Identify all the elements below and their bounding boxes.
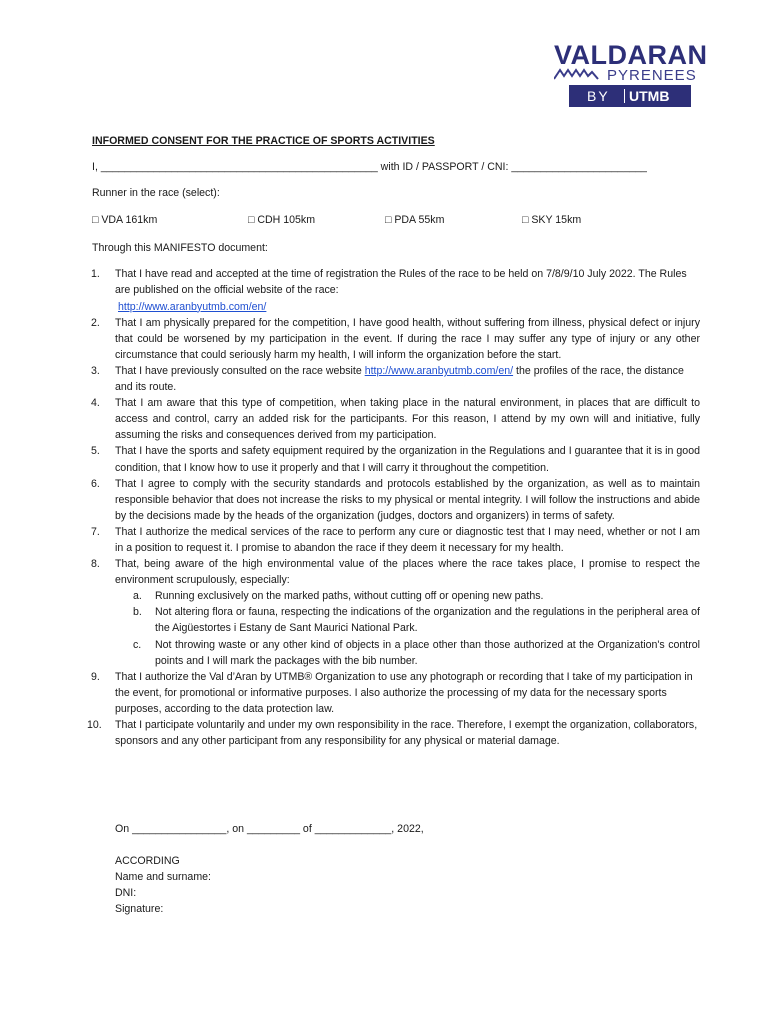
item-number: 2. bbox=[91, 316, 100, 329]
rules-link[interactable]: http://www.aranbyutmb.com/en/ bbox=[118, 300, 267, 313]
item-text-pre: That I have previously consulted on the race website bbox=[115, 364, 365, 377]
sub-letter: c. bbox=[133, 638, 142, 651]
dni-label: DNI: bbox=[115, 887, 137, 900]
document-title: INFORMED CONSENT FOR THE PRACTICE OF SPORTS ACTIVITIES bbox=[92, 135, 435, 147]
item-number: 6. bbox=[91, 477, 100, 490]
signature-block bbox=[115, 821, 424, 917]
item-text: That I have the sports and safety equipment required by the organization in the Regulations and I guarantee that it is in good condition, that I know how to use it properly and that I will carry it throughout the competition. bbox=[115, 445, 700, 474]
sub-text: Not throwing waste or any other kind of objects in a place other than those authorized at the Organization's control points and I will mark the packages with the bib number. bbox=[155, 638, 700, 667]
list-item bbox=[92, 556, 700, 669]
list-item bbox=[87, 717, 700, 749]
list-item bbox=[92, 315, 700, 363]
choice-cdh[interactable]: □ CDH 105km bbox=[248, 214, 316, 227]
signature-label: Signature: bbox=[115, 903, 164, 916]
choice-vda[interactable]: □ VDA 161km bbox=[92, 214, 158, 227]
item-number: 7. bbox=[91, 525, 100, 538]
name-label: Name and surname: bbox=[115, 871, 211, 884]
sublist-item bbox=[115, 637, 700, 669]
sublist-item bbox=[115, 588, 700, 604]
item-text bbox=[115, 363, 700, 395]
manifesto-intro: Through this MANIFESTO document: bbox=[92, 242, 268, 255]
sublist-item bbox=[115, 604, 700, 636]
valdaran-utmb-logo bbox=[551, 40, 708, 110]
list-item bbox=[92, 669, 700, 717]
item-text: That I am physically prepared for the competition, I have good health, without suffering from illness, physical defect or injury that could be worsened by my participation in the event. If during the race I may suffer any type of injury or any other circumstance that could seriously harm my health, I will inform the organization before the start. bbox=[115, 316, 700, 361]
logo-band bbox=[569, 85, 691, 107]
list-item bbox=[92, 443, 700, 475]
item-text: That I authorize the Val d’Aran by UTMB® Organization to use any photograph or recording that I take of my participation in the event, for promotional or informative purposes. I also authorize the processing of my data for the necessary sports purposes, according to the data protection law. bbox=[115, 670, 693, 715]
clauses-list bbox=[87, 266, 700, 749]
choice-sky[interactable]: □ SKY 15km bbox=[522, 214, 582, 227]
identity-line: I, _______________________________________________ with ID / PASSPORT / CNI: _______________________ bbox=[92, 161, 647, 174]
item-text: That I have read and accepted at the time of registration the Rules of the race to be held on 7/8/9/10 July 2022. The Rules are published on the official website of the race: bbox=[115, 268, 687, 297]
according-label: ACCORDING bbox=[115, 855, 180, 868]
environment-sublist bbox=[115, 588, 700, 668]
item-number: 1. bbox=[91, 268, 100, 281]
item-number: 5. bbox=[91, 445, 100, 458]
item-text: That, being aware of the high environmental value of the places where the race takes place, I promise to respect the environment scrupulously, especially: bbox=[115, 558, 700, 587]
item-number: 8. bbox=[91, 558, 100, 571]
item-text: That I participate voluntarily and under my own responsibility in the race. Therefore, I exempt the organization, collaborators, sponsors and any other participant from any responsibility for any physical or material damage. bbox=[115, 719, 698, 748]
item-number: 9. bbox=[91, 670, 100, 683]
runner-label: Runner in the race (select): bbox=[92, 187, 220, 200]
logo-utmb: UTMB bbox=[629, 88, 670, 104]
list-item bbox=[92, 476, 700, 524]
list-item bbox=[92, 524, 700, 556]
item-text-post: the profiles of the race, the distance and its route. bbox=[115, 364, 684, 394]
sub-letter: b. bbox=[133, 606, 142, 619]
race-website-link[interactable]: http://www.aranbyutmb.com/en/ bbox=[364, 364, 514, 377]
item-text: That I am aware that this type of competition, when taking place in the natural environment, in places that are difficult to access and control, carry an added risk for the participants. For this reason, I attend by my own will and initiative, fully assuming the risks and consequences derived from my participation. bbox=[115, 397, 700, 442]
sub-text: Running exclusively on the marked paths, without cutting off or opening new paths. bbox=[155, 590, 544, 603]
race-choices bbox=[92, 212, 700, 228]
logo-brand: VALDARAN bbox=[554, 40, 708, 70]
list-item bbox=[92, 363, 700, 395]
mountain-icon bbox=[554, 67, 606, 81]
date-line: On ________________, on _________ of _____________, 2022, bbox=[115, 823, 424, 835]
item-number: 4. bbox=[91, 397, 100, 410]
document-body bbox=[87, 133, 700, 749]
logo-by: BY bbox=[587, 88, 610, 104]
logo-sub: PYRENEES bbox=[607, 67, 697, 84]
list-item bbox=[92, 395, 700, 443]
list-item bbox=[92, 266, 700, 314]
item-number: 10. bbox=[87, 719, 102, 731]
logo-divider bbox=[624, 89, 625, 103]
item-number: 3. bbox=[91, 364, 100, 377]
sub-letter: a. bbox=[133, 590, 142, 603]
item-text: That I authorize the medical services of the race to perform any cure or diagnostic test that I may need, whether or not I am in a position to request it. I promise to abandon the race if they deem it necessary for my health. bbox=[115, 525, 700, 554]
choice-pda[interactable]: □ PDA 55km bbox=[385, 214, 445, 227]
sub-text: Not altering flora or fauna, respecting the indications of the organization and the regulations in the peripheral area of the Aigüestortes i Estany de Sant Maurici National Park. bbox=[155, 606, 700, 635]
item-text: That I agree to comply with the security standards and protocols established by the organization, as well as to maintain responsible behavior that does not increase the risks to my physical or mental integrity. I will follow the instructions and abide by the decisions made by the heads of the organization (judges, doctors and organizers) in terms of safety. bbox=[115, 477, 700, 522]
